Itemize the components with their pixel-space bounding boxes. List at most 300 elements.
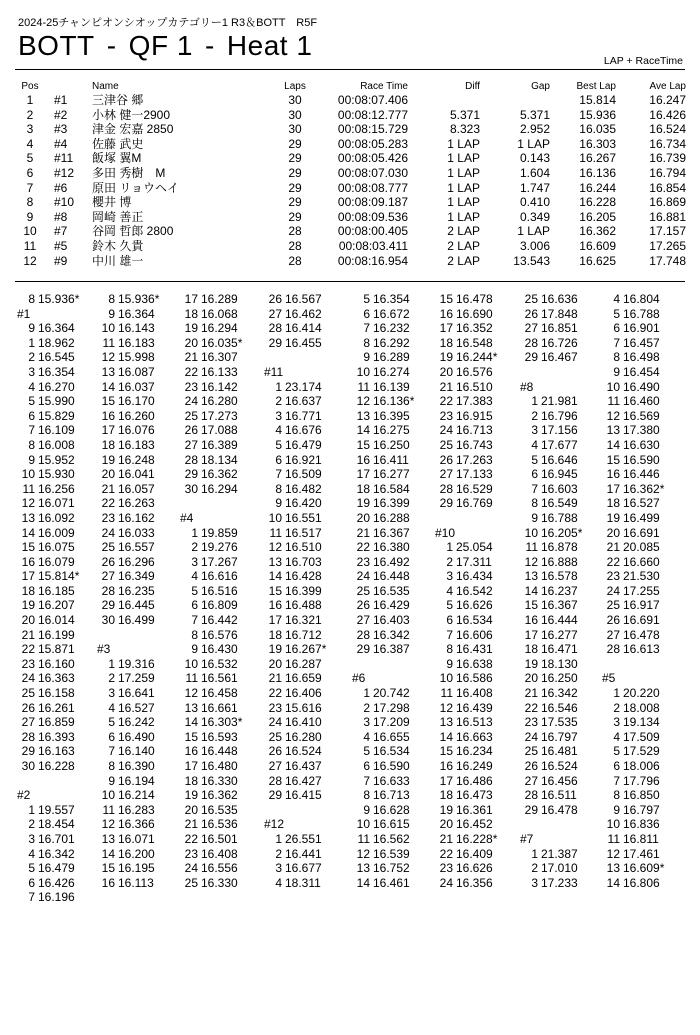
result-best-lap: 16.609	[579, 239, 616, 253]
lap-number: 15	[268, 583, 282, 598]
lap-number: 6	[613, 759, 620, 773]
lap-number: 24	[184, 394, 198, 409]
lap-time: 16.035*	[201, 335, 243, 350]
lap-time: 16.616	[201, 569, 238, 584]
result-diff: 1 LAP	[447, 209, 480, 224]
result-diff: 2 LAP	[447, 253, 480, 268]
lap-number: 12	[184, 686, 198, 701]
lap-number: 26	[184, 423, 198, 438]
lap-number: 18	[606, 496, 620, 511]
lap-entry	[600, 526, 686, 541]
lap-number: 28	[606, 642, 620, 657]
lap-number: 17	[184, 292, 198, 306]
lap-entry	[178, 803, 264, 818]
lap-number: 6	[531, 467, 538, 482]
car-number-heading: #12	[264, 817, 285, 832]
lap-time: 16.529	[456, 481, 493, 496]
car-number-heading: #8	[520, 379, 534, 394]
lap-entry	[433, 788, 519, 803]
result-race-time: 00:08:05.426	[337, 151, 408, 166]
lap-time: 16.033	[118, 525, 155, 540]
lap-entry	[433, 628, 519, 643]
lap-number: 10	[101, 321, 115, 336]
lap-time: 16.140	[118, 744, 155, 759]
lap-number: 5	[28, 394, 35, 409]
lap-entry	[178, 569, 264, 584]
lap-entry	[433, 482, 519, 497]
result-laps: 28	[288, 224, 302, 239]
lap-number: 4	[28, 846, 35, 861]
lap-entry	[433, 394, 519, 409]
lap-entry	[262, 423, 348, 438]
lap-time: 16.499	[623, 510, 660, 525]
lap-number: 5	[446, 598, 453, 613]
lap-number: 6	[363, 759, 370, 773]
result-name: 櫻井 博	[92, 195, 132, 210]
results-divider	[15, 281, 685, 282]
lap-time: 16.527	[118, 700, 155, 715]
lap-number: 3	[363, 715, 370, 730]
lap-number: 17	[268, 613, 282, 628]
result-diff: 1 LAP	[447, 195, 480, 210]
lap-entry	[95, 423, 181, 438]
lap-entry	[433, 613, 519, 628]
lap-number: 17	[101, 423, 115, 438]
result-best-lap: 16.228	[579, 195, 616, 210]
lap-entry	[178, 584, 264, 599]
lap-time: 16.330	[201, 875, 238, 890]
lap-time: 16.752	[373, 861, 410, 876]
result-name: 三津谷 郷	[92, 93, 144, 107]
lap-time: 16.445	[118, 598, 155, 613]
lap-number: 10	[356, 364, 370, 379]
lap-time: 16.546	[541, 700, 578, 715]
lap-entry	[518, 307, 604, 322]
lap-time: 16.562	[373, 831, 410, 846]
result-gap: 1.604	[519, 166, 550, 180]
result-race-time: 00:08:08.777	[337, 180, 408, 195]
lap-number: 25	[606, 598, 620, 613]
lap-time: 17.259	[118, 671, 155, 686]
lap-number: 4	[275, 875, 282, 890]
lap-number: 3	[275, 408, 282, 423]
car-number-heading: #11	[264, 364, 284, 379]
lap-time: 16.630	[623, 437, 660, 452]
lap-time: 16.945	[541, 467, 578, 482]
lap-entry	[350, 482, 436, 497]
lap-number: 7	[363, 321, 370, 336]
col-best-lap: Best Lap	[576, 81, 616, 92]
lap-time: 16.428	[285, 569, 322, 584]
lap-number: 14	[356, 875, 370, 890]
lap-number: 24	[524, 729, 538, 744]
lap-time: 16.478	[456, 292, 493, 306]
lap-entry	[518, 350, 604, 365]
lap-number: 7	[531, 481, 538, 496]
lap-time: 16.367	[373, 525, 410, 540]
lap-time: 16.411	[373, 452, 409, 467]
lap-number: 5	[363, 744, 370, 759]
lap-time: 16.660	[623, 554, 660, 569]
lap-time: 16.366	[118, 817, 155, 832]
lap-entry	[262, 438, 348, 453]
lap-number: 19	[268, 642, 282, 657]
result-ave-lap: 16.881	[649, 209, 686, 224]
lap-number: 26	[268, 744, 282, 759]
lap-number: 3	[275, 861, 282, 876]
result-row	[0, 181, 700, 196]
lap-number: 21	[101, 481, 115, 496]
lap-number: 23	[268, 700, 282, 715]
lap-time: 16.342	[38, 846, 75, 861]
lap-entry	[15, 365, 101, 380]
lap-entry	[178, 613, 264, 628]
lap-number: 7	[613, 335, 620, 350]
lap-number: 13	[606, 423, 620, 438]
lap-entry	[262, 628, 348, 643]
lap-entry	[15, 686, 101, 701]
lap-number: 23	[439, 408, 453, 423]
lap-number: 16	[21, 554, 35, 569]
lap-time: 16.796	[541, 408, 578, 423]
lap-number: 18	[356, 481, 370, 496]
lap-entry	[15, 584, 101, 599]
lap-time: 16.183	[118, 437, 155, 452]
result-name: 小林 健一2900	[92, 107, 171, 122]
result-pos: 6	[26, 166, 34, 180]
lap-entry	[15, 321, 101, 336]
lap-number: 28	[101, 583, 115, 598]
lap-number: 11	[22, 481, 35, 496]
lap-number: 14	[184, 715, 198, 730]
lap-time: 16.395	[373, 408, 410, 423]
lap-number: 29	[356, 642, 370, 657]
result-gap: 13.543	[513, 253, 550, 268]
lap-entry	[262, 467, 348, 482]
lap-number: 3	[531, 875, 538, 890]
result-gap: 5.371	[519, 107, 550, 122]
lap-number: 21	[606, 540, 620, 555]
lap-number: 22	[439, 846, 453, 861]
lap-time: 17.461	[623, 846, 660, 861]
lap-number: 3	[531, 423, 538, 438]
lap-number: 24	[606, 583, 620, 598]
lap-entry	[518, 701, 604, 716]
lap-entry	[15, 350, 101, 365]
lap-number: 23	[524, 715, 538, 730]
lap-time: 16.535	[373, 583, 410, 598]
lap-time: 16.364	[118, 306, 155, 321]
lap-entry	[178, 321, 264, 336]
lap-number: 30	[184, 481, 198, 496]
lap-time: 16.473	[456, 788, 493, 803]
lap-number: 24	[439, 875, 453, 890]
lap-entry	[15, 730, 101, 745]
lap-number: 22	[524, 700, 538, 715]
lap-entry	[518, 394, 604, 409]
lap-entry	[350, 847, 436, 862]
lap-time: 16.363	[38, 671, 75, 686]
car-number-heading: #5	[602, 671, 616, 686]
lap-number: 15	[184, 729, 198, 744]
lap-entry	[15, 744, 101, 759]
lap-time: 21.530	[623, 569, 660, 584]
lap-time: 16.196	[38, 890, 75, 905]
lap-number: 16	[184, 744, 198, 759]
lap-time: 16.289	[373, 350, 410, 365]
result-ave-lap: 16.739	[649, 151, 686, 166]
lap-time: 21.387	[541, 846, 578, 861]
lap-entry	[262, 671, 348, 686]
lap-time: 16.270	[38, 379, 75, 394]
lap-time: 16.615	[373, 817, 410, 832]
lap-entry	[518, 511, 604, 526]
lap-entry	[95, 526, 181, 541]
lap-number: 22	[184, 831, 198, 846]
lap-number: 1	[613, 686, 620, 701]
lap-time: 16.409	[456, 846, 493, 861]
lap-number: 18	[268, 627, 282, 642]
lap-entry	[95, 671, 181, 686]
lap-time: 16.242	[118, 715, 155, 730]
result-best-lap: 16.244	[579, 180, 616, 195]
lap-time: 16.439	[456, 700, 493, 715]
lap-time: 16.250	[373, 437, 410, 452]
result-laps: 29	[288, 136, 302, 151]
lap-time: 16.921	[285, 452, 322, 467]
lap-time: 16.406	[285, 686, 322, 701]
lap-entry	[350, 744, 436, 759]
lap-entry	[178, 861, 264, 876]
lap-number: 3	[446, 569, 453, 584]
lap-number: 19	[439, 350, 453, 365]
lap-time: 16.510	[285, 540, 322, 555]
lap-number: 7	[613, 773, 620, 788]
lap-entry	[262, 555, 348, 570]
lap-time: 16.408	[201, 846, 238, 861]
lap-time: 17.380	[623, 423, 660, 438]
lap-number: 5	[531, 452, 538, 467]
lap-time: 16.142	[201, 379, 238, 394]
result-pos: 5	[26, 151, 34, 166]
lap-time: 20.085	[623, 540, 660, 555]
lap-entry	[350, 861, 436, 876]
lap-number: 11	[357, 379, 370, 394]
lap-entry	[433, 744, 519, 759]
lap-time: 16.460	[623, 394, 660, 409]
lap-entry	[350, 817, 436, 832]
result-ave-lap: 16.247	[649, 93, 686, 107]
lap-entry	[433, 598, 519, 613]
lap-time: 16.576	[201, 627, 238, 642]
lap-time: 16.009	[38, 525, 75, 540]
lap-time: 16.535	[201, 802, 238, 817]
lap-number: 8	[28, 437, 35, 452]
lap-entry	[350, 292, 436, 307]
lap-number: 2	[531, 408, 538, 423]
lap-time: 16.593	[201, 729, 238, 744]
lap-number: 22	[184, 364, 198, 379]
spacer	[15, 774, 101, 789]
lap-time: 16.809	[201, 598, 238, 613]
lap-number: 8	[191, 627, 198, 642]
lap-number: 9	[363, 802, 370, 817]
lap-entry	[95, 380, 181, 395]
lap-entry	[600, 394, 686, 409]
lap-time: 16.200	[118, 846, 155, 861]
lap-number: 7	[28, 423, 35, 438]
lap-entry	[95, 715, 181, 730]
lap-number: 15	[439, 292, 453, 306]
lap-number: 2	[28, 817, 35, 832]
lap-time: 16.362	[201, 788, 238, 803]
car-number-heading: #10	[435, 525, 456, 540]
lap-number: 27	[439, 467, 453, 482]
lap-number: 8	[613, 350, 620, 365]
lap-column	[178, 292, 264, 890]
lap-entry	[600, 861, 686, 876]
lap-number: 7	[191, 613, 198, 628]
result-number: #6	[54, 180, 68, 195]
lap-entry	[433, 321, 519, 336]
lap-number: 6	[108, 729, 115, 744]
lap-time: 16.488	[285, 598, 322, 613]
result-best-lap: 16.362	[579, 224, 616, 239]
lap-entry	[95, 847, 181, 862]
result-row	[0, 195, 700, 210]
lap-time: 16.183	[118, 335, 155, 350]
lap-time: 16.434	[456, 569, 493, 584]
lap-number: 30	[21, 759, 35, 773]
lap-time: 16.804	[623, 292, 660, 306]
lap-time: 26.551	[285, 831, 322, 846]
lap-time: 16.569	[623, 408, 660, 423]
lap-entry	[600, 628, 686, 643]
spacer	[433, 511, 519, 526]
lap-entry	[178, 788, 264, 803]
lap-number: 18	[101, 437, 115, 452]
lap-entry	[262, 657, 348, 672]
result-race-time: 00:08:05.283	[337, 136, 408, 151]
lap-time: 16.771	[285, 408, 322, 423]
lap-entry	[95, 307, 181, 322]
lap-number: 8	[108, 292, 115, 306]
lap-number: 21	[439, 831, 453, 846]
lap-number: 20	[606, 525, 620, 540]
lap-time: 17.677	[541, 437, 578, 452]
result-gap: 0.143	[519, 151, 550, 166]
lap-number: 4	[28, 379, 35, 394]
lap-entry	[350, 642, 436, 657]
lap-number: 26	[439, 452, 453, 467]
lap-time: 16.277	[541, 627, 578, 642]
lap-number: 3	[191, 554, 198, 569]
lap-number: 16	[524, 613, 538, 628]
lap-entry	[433, 336, 519, 351]
lap-time: 19.859	[201, 525, 238, 540]
lap-number: 26	[21, 700, 35, 715]
result-name: 谷岡 哲郎 2800	[92, 224, 174, 239]
result-race-time: 00:08:09.536	[337, 209, 408, 224]
lap-number: 24	[356, 569, 370, 584]
lap-entry	[95, 453, 181, 468]
lap-time: 16.399	[373, 496, 410, 511]
lap-time: 16.250	[541, 671, 578, 686]
lap-time: 16.133	[201, 364, 238, 379]
lap-entry	[262, 598, 348, 613]
lap-time: 16.068	[201, 306, 238, 321]
lap-number: 19	[439, 802, 453, 817]
lap-entry	[95, 394, 181, 409]
lap-entry	[433, 701, 519, 716]
lap-time: 16.041	[118, 467, 155, 482]
page-title	[18, 30, 312, 62]
lap-number: 18	[184, 306, 198, 321]
lap-number: 1	[108, 656, 115, 671]
lap-entry	[350, 321, 436, 336]
lap-number: 20	[524, 671, 538, 686]
lap-entry	[433, 642, 519, 657]
lap-number: 25	[268, 729, 282, 744]
lap-time: 16.426	[38, 875, 75, 890]
lap-time: 16.878	[541, 540, 578, 555]
lap-time: 16.467	[541, 350, 578, 365]
lap-time: 16.260	[118, 408, 155, 423]
result-laps: 30	[288, 122, 302, 137]
lap-entry	[433, 438, 519, 453]
lap-entry	[600, 584, 686, 599]
lap-time: 16.638	[456, 656, 493, 671]
lap-entry	[15, 453, 101, 468]
result-gap: 0.410	[519, 195, 550, 210]
result-diff: 1 LAP	[447, 136, 480, 151]
lap-entry	[178, 438, 264, 453]
spacer	[262, 350, 348, 365]
lap-time: 16.415	[285, 788, 322, 803]
result-pos: 12	[23, 253, 37, 268]
lap-number: 12	[356, 394, 370, 409]
lap-entry	[178, 671, 264, 686]
lap-time: 16.542	[456, 583, 493, 598]
result-best-lap: 16.136	[579, 166, 616, 180]
lap-time: 16.549	[541, 496, 578, 511]
lap-number: 9	[275, 496, 282, 511]
lap-entry	[178, 350, 264, 365]
lap-number: 6	[363, 306, 370, 321]
lap-time: 15.952	[38, 452, 75, 467]
lap-entry	[433, 657, 519, 672]
lap-entry	[600, 307, 686, 322]
lap-time: 16.584	[373, 481, 410, 496]
lap-time: 16.214	[118, 788, 155, 803]
lap-time: 15.871	[38, 642, 75, 657]
lap-entry	[600, 715, 686, 730]
lap-time: 16.603	[541, 481, 578, 496]
lap-number: 19	[356, 496, 370, 511]
lap-entry	[262, 701, 348, 716]
lap-entry	[178, 423, 264, 438]
lap-number: 4	[363, 729, 370, 744]
lap-time: 16.139	[373, 379, 410, 394]
lap-number: 21	[524, 686, 538, 701]
lap-time: 16.701	[38, 831, 75, 846]
lap-column	[262, 292, 348, 890]
lap-time: 16.380	[373, 540, 410, 555]
lap-number: 9	[108, 306, 115, 321]
lap-number: 21	[184, 817, 198, 832]
lap-time: 16.471	[541, 642, 578, 657]
lap-number: 8	[275, 481, 282, 496]
